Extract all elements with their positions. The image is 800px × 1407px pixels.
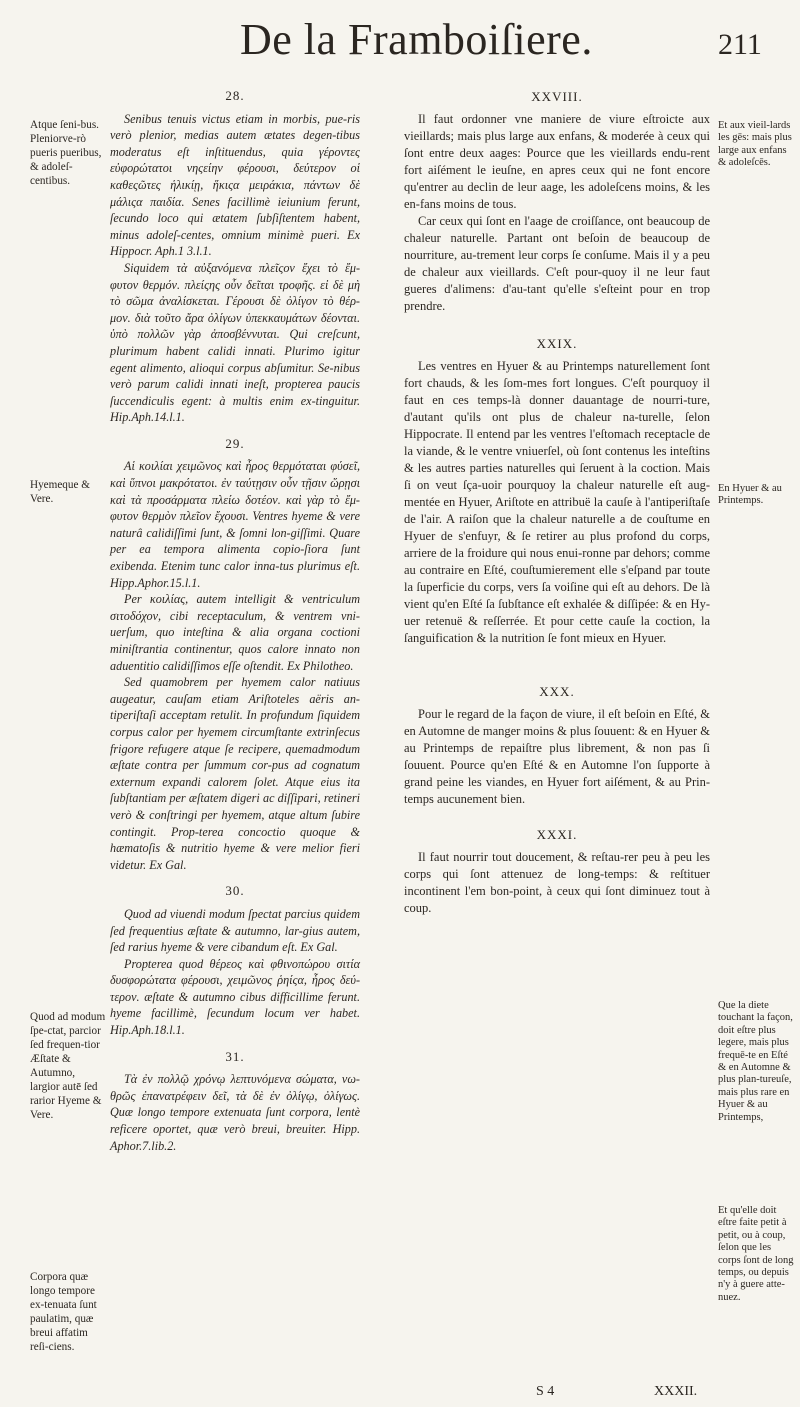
section-number: 30. [225,883,245,899]
section-number: XXVIII. [531,89,583,104]
margin-note: Hyemeque & Vere. [30,479,90,505]
section-number: 28. [225,88,245,103]
margin-note: Et aux vieil-lards les gēs: mais plus large aux enfans & adoleſcēs. [718,120,792,169]
french-column [404,88,710,917]
latin-column [110,88,360,1154]
margin-note: Quod ad modum ſpe-ctat, parcior ſed frequen-tior Æſtate & Autumno, largior autē ſed rarior Hyeme & Vere. [30,1011,106,1121]
french-paragraph: Pour le regard de la façon de viure, il eſt beſoin en Eſté, & en Automne de manger moins & plus ſouuent: & en Hyuer & au Printemps de repaiſtre plus librement, & non pas ſi ſouuent. Pource qu'en Eſté & en Automne l'on ſupporte à grand peine les viandes, en Hyuer fort aiſément, & au Prin-temps aucunement bien. [404,707,710,806]
page-header [0,14,800,74]
section-number: XXXI. [536,827,578,842]
latin-paragraph: Propterea quod θέρεος καὶ φθινοπώρου σιτία δυσφορώτατα φέρουσι, χειμῶνος ῥηίςα, ἦρος δεύ-τερον. æſtate & autumno cibus difficillime ferunt. hyeme facillimè, ſecundum locum ver habet. Hip.Aph.18.l.1. [110,956,360,1038]
margin-note: Atque ſeni-bus. Pleniorve-rò pueris pueribus, & adoleſ-centibus. [30,119,102,187]
french-paragraph: Il faut ordonner vne maniere de viure eſtroicte aux vieillards; mais plus large aux enfans, & moderée à ceux qui ſont entre deux aages: Pource que les vieillards endu-rent fort aiſément le ieuſne, en apres ceux qui ne font encore qu'entrer au declin de leur aage, les adoleſcens moins, & les en-fans moins de tous. [404,112,710,211]
section-number: 29. [225,435,245,451]
french-paragraph: Les ventres en Hyuer & au Printemps naturellement ſont fort chauds, & les ſom-mes fort longues. C'eſt pourquoy il faut en ces temps-là donner dauantage de nourri-ture, d'autant qu'ils ont plus de chaleur na-turelle, ſelon Hippocrate. Il entend par les ventres l'eſtomach receptacle de la viande, & le ventre vniuerſel, où ſont contenus les inteſtins & les autres parties naturelles qui ſeruent à la coction. Mais ſi on veut ſça-uoir pourquoy la chaleur naturelle eſt aug-mentée en Hyuer, Ariſtote en attribuë la cauſe à l'antiperiſtaſe de l'air. A raiſon que la chaleur naturelle a de couſtume en Hyuer de s'enfuyr, & ſe retirer au plus profond du corps, arriere de la froidure qui nous enui-ronne par dehors; comme au contraire en Eſté, couſtumierement elle s'eſpand par toute la ſuperficie du corps, vers ſa voiſine qui eſt au dehors. De là vient qu'en Eſté ſa ſubſtance eſt exhalée & diſſipée: & en Hy-uer retenuë & reſſerrée. Et pour cette cauſe la coction, la ſanguification & la nutrition ſe font mieux en Hyuer. [404,359,710,645]
latin-paragraph: Τὰ ἐν πολλῷ χρόνῳ λεπτυνόμενα σώματα, νω-θρῶς ἐπανατρέφειν δεῖ, τὰ δὲ ἐν ὀλίγῳ, ὀλίγως. Quæ longo tempore extenuata ſunt corpora, lentè reficere oportet, quæ verò breui, breuiter. Hipp. Aphor.7.lib.2. [110,1072,360,1153]
margin-note: Corpora quæ longo tempore ex-tenuata ſunt paulatim, quæ breui affatim reſi-ciens. [30,1271,97,1353]
latin-paragraph: Αἱ κοιλίαι χειμῶνος καὶ ἦρος θερμόταται φύσεῖ, καὶ ὕπνοι μακρότατοι. ἐν ταύτῃσιν οὖν τῇσιν ὥρῃσι καὶ τὰ προσάρματα πλείω δοτέον. καὶ γὰρ τὸ ἔμ-φυτον θερμὸν πλεῖον ἔχουσι. Ventres hyeme & vere naturâ calidiſſimi ſunt, & ſomni lon-giſſimi. Quare per ea tempora alimenta copio-ſiora ſunt exibenda. Etenim tunc calor inna-tus plurimus eſt. Hipp.Aphor.15.l.1. [110,459,360,590]
running-title: De la Framboiſiere. [240,15,593,64]
latin-paragraph: Sed quamobrem per hyemem calor natiuus augeatur, cauſam etiam Ariſtoteles aëris an-tiperiſtaſi acceptam retulit. In profundum ſiquidem corpus calor per hyemem circumſtante extrinſecus frigore refugere atque ſe recipere, quemadmodum æſtate contra per ſummum cor-pus ad cognatum externum expandi calorem ſolet. Atque eius ita ſubſtantiam per æſtatem digeri ac diſſipari, retineri verò & conſtringi per hyemem, atque altum ſubire contingit. Prop-terea concoctio quoque & hæmatoſis & nutritio hyeme & vere melior fieri videtur. Ex Gal. [110,675,360,872]
section-number: 31. [225,1048,245,1064]
latin-paragraph: Per κοιλίας, autem intelligit & ventriculum σιτοδόχον, cibi receptaculum, & ventrem vni-uerſum, quo inteſtina & alia organa coctioni miniſtrantia continentur, quos calore innato non aduentitio calidiſſimos eſſe oſtendit. Ex Philotheo. [110,592,360,673]
signature-mark: S 4 [536,1384,555,1399]
page-number: 211 [718,28,762,61]
french-paragraph: Car ceux qui ſont en l'aage de croiſſance, ont beaucoup de chaleur naturelle. Partant ont beſoin de beaucoup de nourriture, au-trement leur corps ſe conſume. Mais il y a peu de chaleur aux vieillards. C'eſt pour-quoy il ne leur faut gueres d'alimens: d'au-tant qu'elle s'eſteint pour en trop prendre. [404,214,710,313]
section-number: XXX. [539,684,575,699]
catchword: XXXII. [654,1384,698,1399]
french-paragraph: Il faut nourrir tout doucement, & reſtau-rer peu à peu les corps qui ſont attenuez de long-temps: & reſtituer incontinent l'em bon-point, à ceux qui ſont diminuez tout à coup. [404,850,710,915]
latin-paragraph: Siquidem τὰ αὐξανόμενα πλεῖςον ἔχει τὸ ἔμ-φυτον θερμόν. πλείςης οὖν δεῖται τροφῆς. εἰ δὲ μὴ τὸ σῶμα ἀναλίσκεται. Γέρουσι δὲ ὀλίγον τὸ θέρ-μον. διὰ τοῦτο ἄρα ὀλίγων ὑπεκκαυμάτων δέονται. ὑπὸ πολλῶν γὰρ ἀποσβέννυται. Qui creſcunt, plurimum habent calidi innati. Plurimo igitur egent alimento, alioqui corpus abſumitur. Se-nibus verò parum calidi innati ineſt, propterea paucis ſuccendiculis egent: à multis enim ex-tinguitur. Hip.Aph.14.l.1. [110,260,360,425]
latin-paragraph: Senibus tenuis victus etiam in morbis, pue-ris verò plenior, medias autem ætates degen-tibus moderatus eſt inſtituendus, quia γέροντες εὐφορώτατοι νηςείην φέρουσι, δεύτερον οἱ καθεςῶτες ἡλικίῃ, ἥκιςα μειράκια, πάντων δὲ μάλιςα παιδία. Senes facillimè ieiunium ferunt, ſecundo loco qui ætatem ſubſiſtentem habent, minus adoleſ-centes, omnium minimè pueri. Ex Hippocr. Aph.1 3.l.1. [110,111,360,259]
margin-note: En Hyuer & au Printemps. [718,483,782,507]
margin-note: Que la diete touchant la façon, doit eſtre plus legere, mais plus frequē-te en Eſté & en Automne & plus plan-tureuſe, mais plus rare en Hyuer & au Printemps, [718,1000,793,1123]
margin-note: Et qu'elle doit eſtre faite petit à petit, ou à coup, ſelon que les corps ſont de long temps, ou depuis n'y à guere atte-nuez. [718,1205,794,1303]
section-number: XXIX. [536,336,578,351]
latin-paragraph: Quod ad viuendi modum ſpectat parcius quidem ſed frequentius æſtate & autumno, lar-gius autem, ſed rarius hyeme & vere cibandum eſt. Ex Gal. [110,906,360,955]
